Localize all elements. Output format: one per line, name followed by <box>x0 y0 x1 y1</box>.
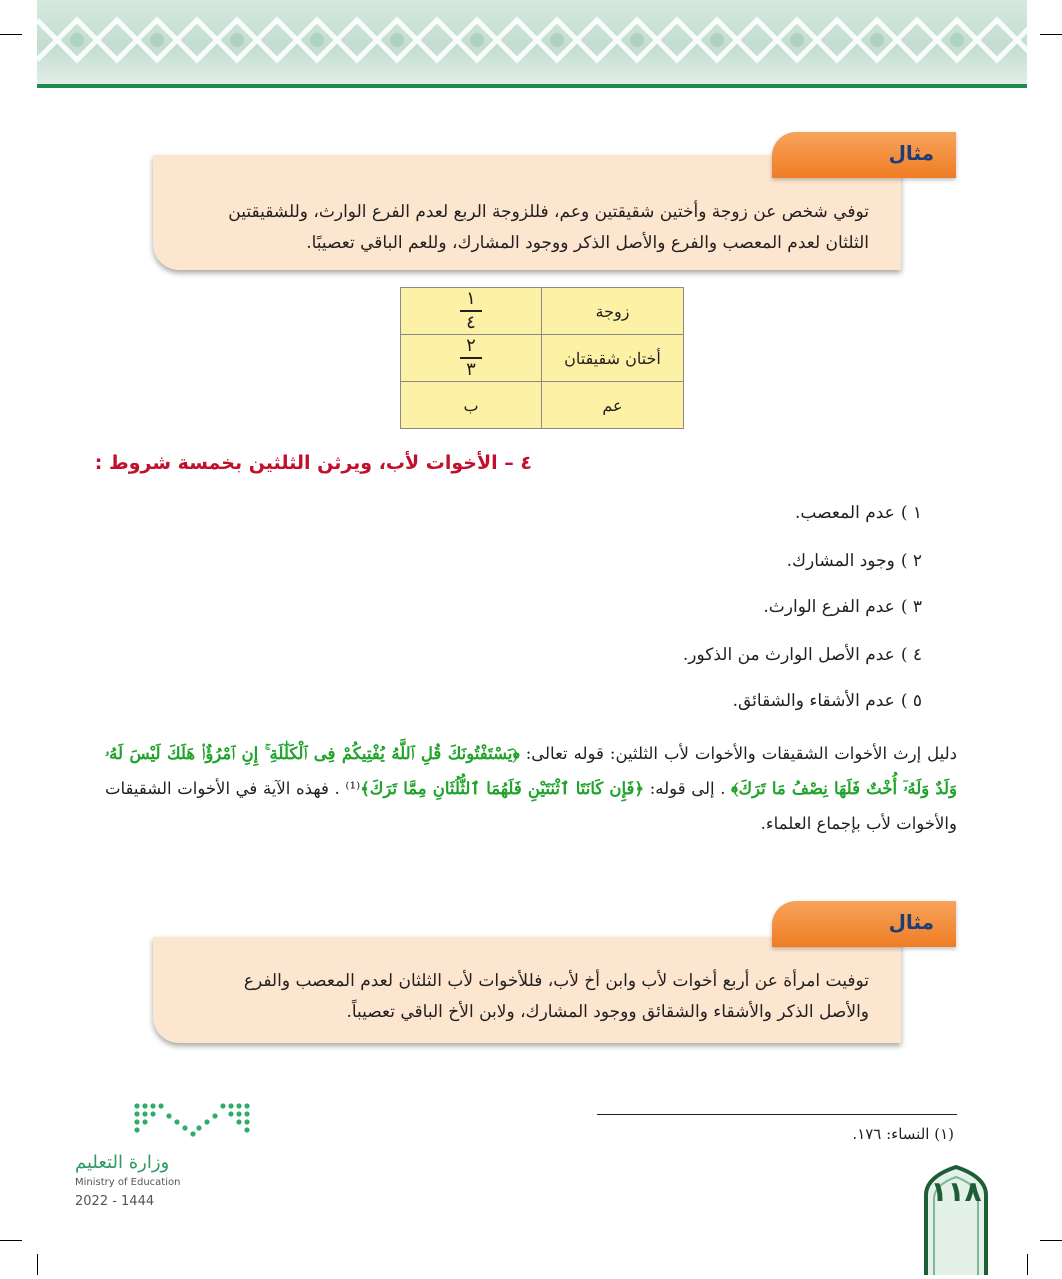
condition-number: ٥ ) <box>900 691 922 711</box>
numerator: ١ <box>466 288 476 309</box>
share-cell <box>401 288 542 335</box>
ministry-year: 2022 - 1444 <box>75 1194 155 1209</box>
evidence-middle: . إلى قوله: <box>649 779 726 798</box>
quran-verse: ﴿يَسْتَفْتُونَكَ قُلِ ٱللَّهُ يُفْتِيكُمْ فِى ٱلْكَلَٰلَةِ ۚ إِنِ ٱمْرُؤٌا۟ هَلَكَ لَيْسَ لَهُۥ وَلَدٌ وَلَهُۥٓ أُخْتٌ فَلَهَا نِصْفُ مَا تَرَكَ﴾ <box>105 744 958 798</box>
condition-item <box>795 503 922 523</box>
denominator: ٣ <box>466 359 476 380</box>
heir-cell: زوجة <box>542 288 684 335</box>
page-number-badge <box>922 1165 990 1275</box>
numerator: ٢ <box>466 335 476 356</box>
condition-number: ٤ ) <box>900 645 922 665</box>
example-text <box>176 197 869 259</box>
example-line: والأصل الذكر والأشقاء والشقائق ووجود المشارك، ولابن الأخ الباقي تعصيباً. <box>346 1002 869 1022</box>
page-number: ١١٨ <box>930 1175 982 1208</box>
condition-item <box>683 645 922 665</box>
example-label: مثال <box>888 910 934 934</box>
example-text <box>176 966 869 1028</box>
ministry-name-arabic: وزارة التعليم <box>75 1152 170 1173</box>
dots-logo-icon <box>75 1100 260 1148</box>
heir-cell: عم <box>542 382 684 429</box>
evidence-intro: دليل إرث الأخوات الشقيقات والأخوات لأب الثلثين: قوله تعالى: <box>525 744 957 763</box>
example-tab <box>772 901 956 947</box>
table-row <box>401 382 684 429</box>
crop-mark <box>0 34 22 35</box>
crop-mark <box>37 1254 38 1275</box>
denominator: ٤ <box>466 312 476 333</box>
table-row <box>401 288 684 335</box>
example-line: الثلثان لعدم المعصب والفرع والأصل الذكر ووجود المشارك، وللعم الباقي تعصيبًا. <box>306 233 869 253</box>
crop-mark <box>1040 34 1062 35</box>
header-pattern-banner <box>37 0 1027 86</box>
condition-number: ٢ ) <box>900 551 922 571</box>
fraction <box>460 336 482 380</box>
quran-verse: ﴿فَإِن كَانَتَا ٱثْنَتَيْنِ فَلَهُمَا ٱلثُّلُثَانِ مِمَّا تَرَكَ﴾ <box>360 779 645 798</box>
heir-cell: أختان شقيقتان <box>542 335 684 382</box>
condition-text: عدم الفرع الوارث. <box>763 597 895 617</box>
condition-text: عدم المعصب. <box>795 503 895 523</box>
evidence-paragraph <box>105 736 957 841</box>
evidence-ending: . فهذه الآية في الأخوات الشقيقات والأخوات لأب بإجماع العلماء. <box>105 779 957 833</box>
example-tab <box>772 132 956 178</box>
shares-table <box>400 287 684 429</box>
fraction <box>460 289 482 333</box>
condition-item <box>787 551 922 571</box>
example-line: توفيت امرأة عن أربع أخوات لأب وابن أخ لأب، فللأخوات لأب الثلثان لعدم المعصب والفرع <box>243 971 869 991</box>
footnote-rule <box>597 1114 957 1115</box>
ministry-logo <box>75 1100 260 1210</box>
condition-item <box>733 691 922 711</box>
condition-item <box>763 597 922 617</box>
example-label: مثال <box>888 141 934 165</box>
share-cell: ب <box>401 382 542 429</box>
share-cell <box>401 335 542 382</box>
crop-mark <box>0 1240 22 1241</box>
condition-text: عدم الأشقاء والشقائق. <box>732 691 895 711</box>
section-heading: ٤ – الأخوات لأب، ويرثن الثلثين بخمسة شروط : <box>94 452 532 474</box>
ministry-name-english: Ministry of Education <box>75 1177 181 1188</box>
condition-number: ١ ) <box>900 503 922 523</box>
header-rule <box>37 84 1027 88</box>
footnote: (١) النساء: ١٧٦. <box>852 1125 954 1143</box>
condition-number: ٣ ) <box>900 597 922 617</box>
condition-text: عدم الأصل الوارث من الذكور. <box>682 645 895 665</box>
crop-mark <box>1027 1254 1028 1275</box>
condition-text: وجود المشارك. <box>786 551 895 571</box>
table-row <box>401 335 684 382</box>
crop-mark <box>1040 1240 1062 1241</box>
example-line: توفي شخص عن زوجة وأختين شقيقتين وعم، فللزوجة الربع لعدم الفرع الوارث، وللشقيقتين <box>228 202 869 222</box>
footnote-ref: ⁽¹⁾ <box>345 779 361 798</box>
